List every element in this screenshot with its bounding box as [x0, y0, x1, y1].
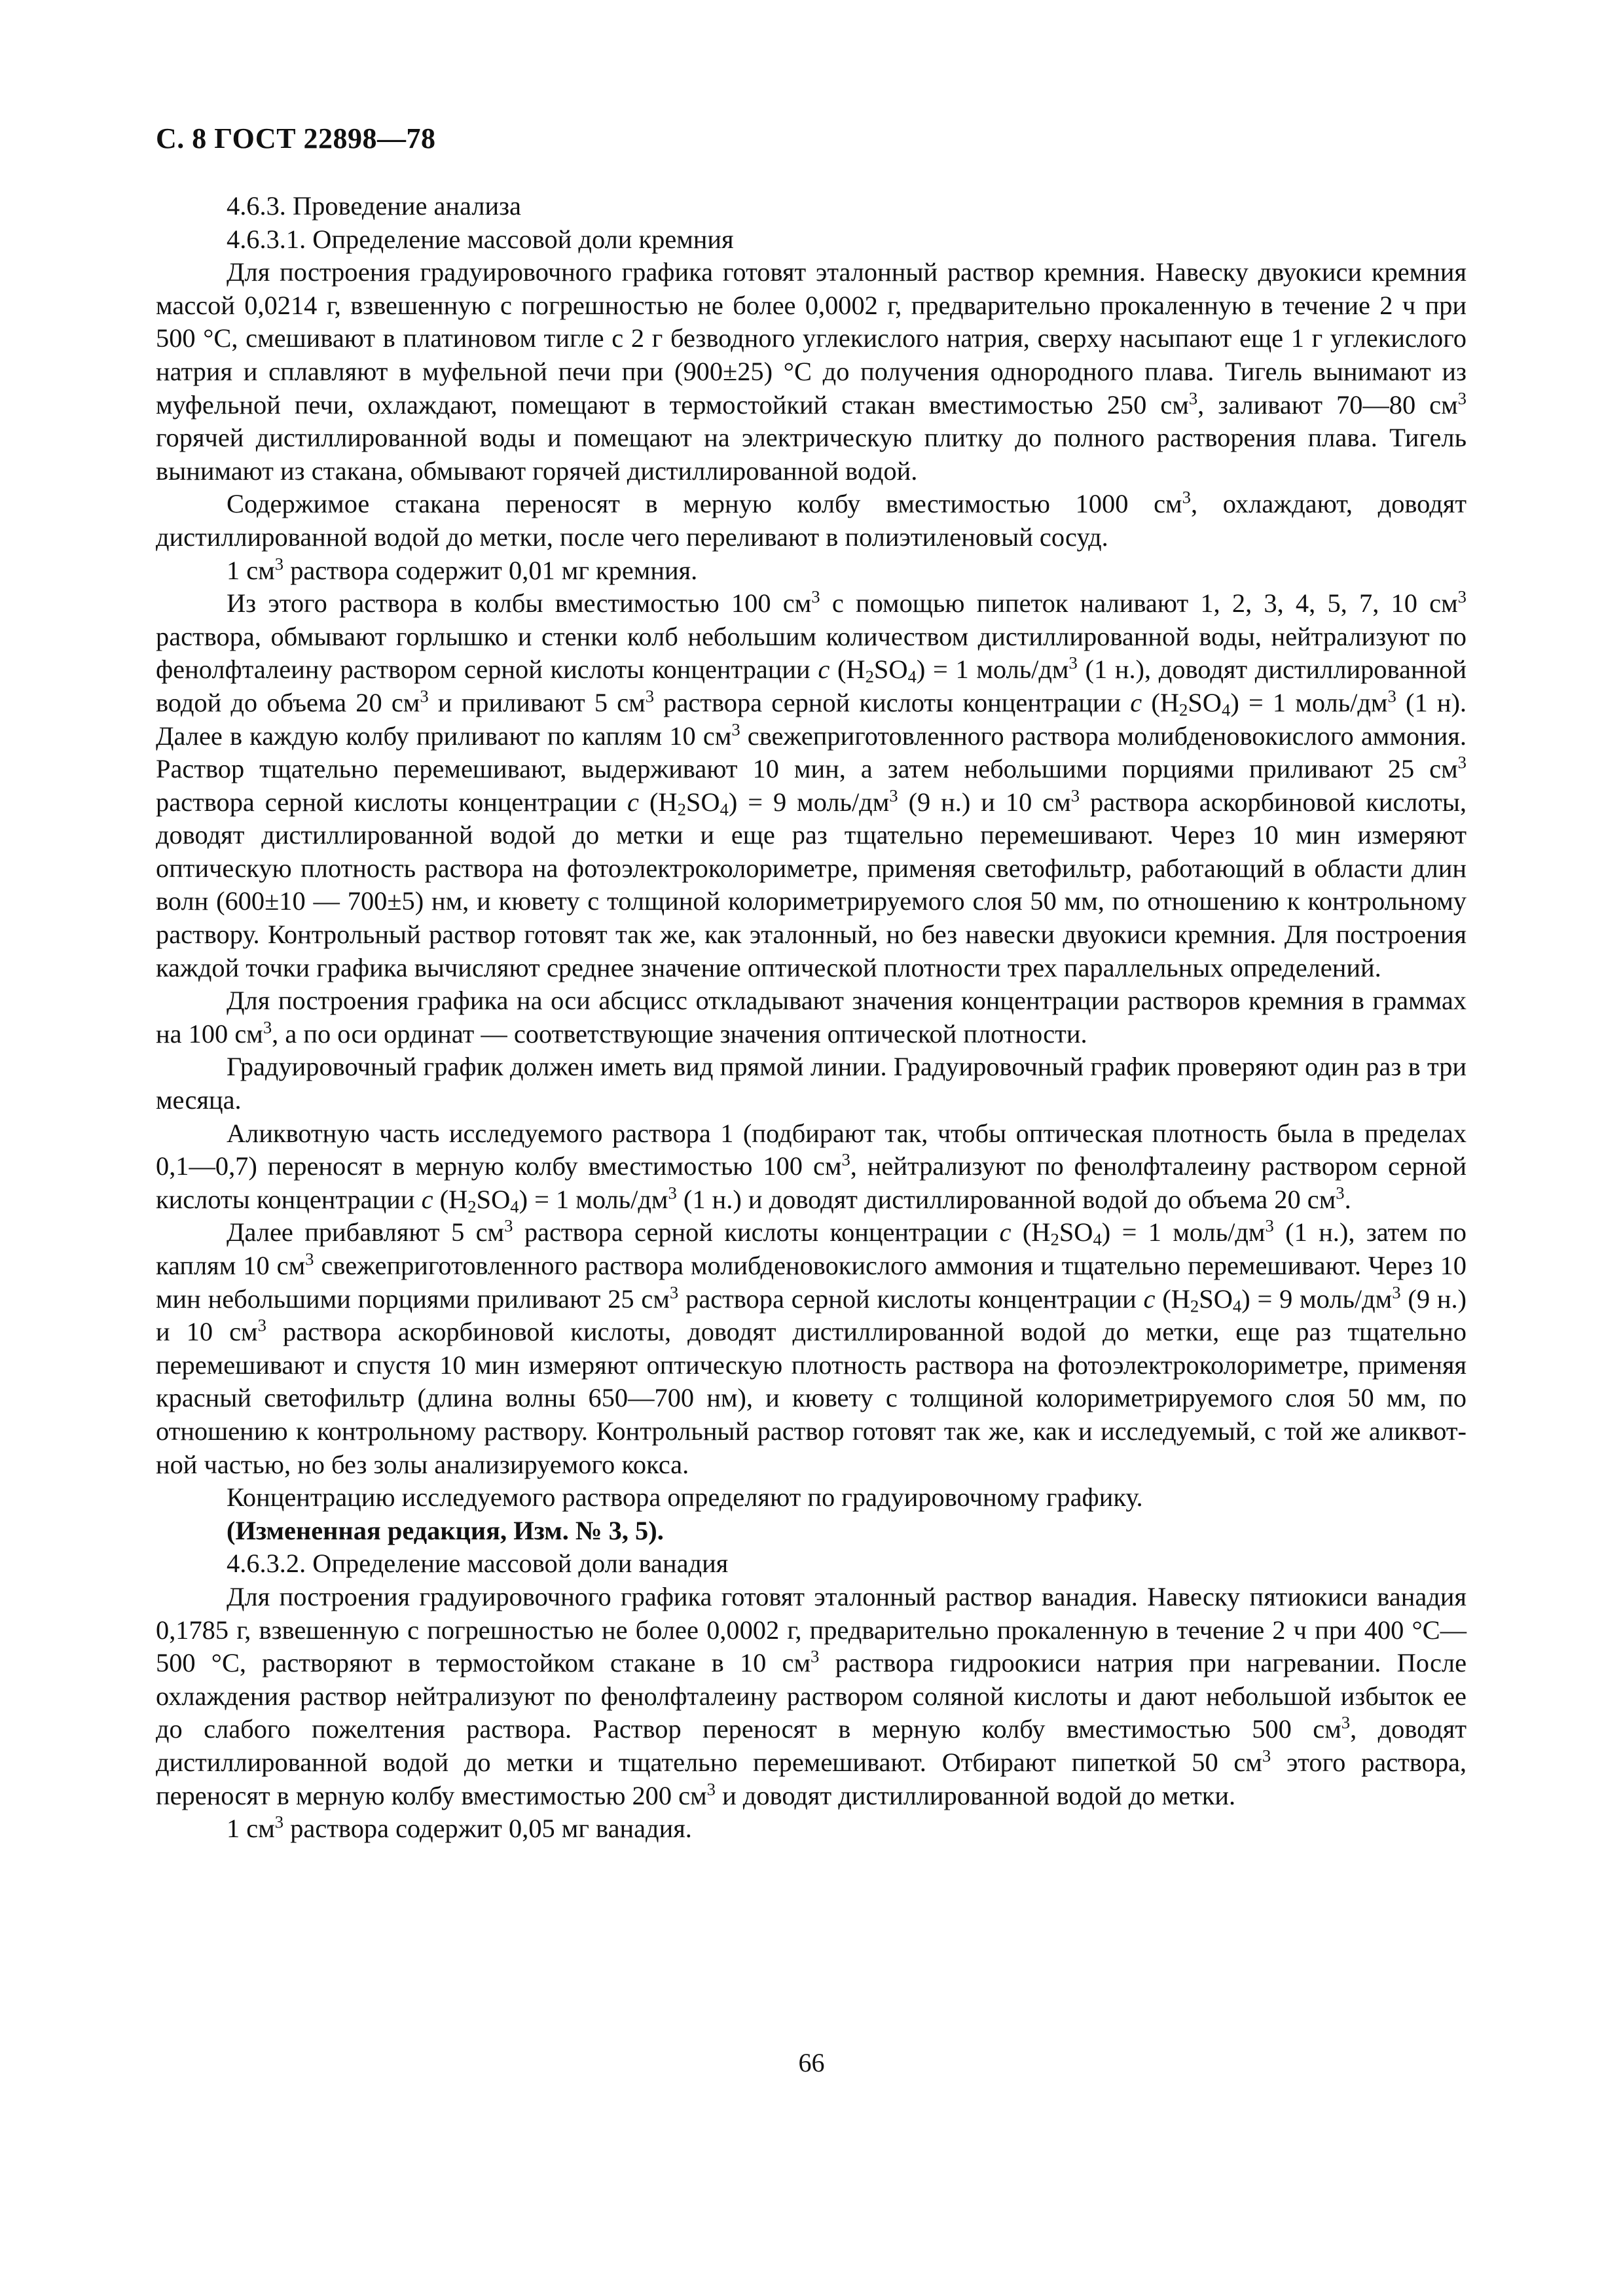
paragraph: 4.6.3. Проведение анализа: [227, 191, 521, 221]
page-header: С. 8 ГОСТ 22898—78: [156, 122, 436, 154]
paragraph: Для построения градуировочного графика готовят эталонный раствор кремния. Навеску двуокиси кремния массой 0,0214 г, взвешенную с погрешностью не более 0,0002 г, предварительно прокаленную в течение 2 ч при 500 °С, смешивают в платиновом тигле с 2 г безводного углекислого натрия, сверху насыпают еще 1 г углекислого натрия и сплавляют в муфельной печи при (900±25) °С до получения однородного плава. Тигель вынимают из муфельной печи, охлаждают, помещают в термостойкий стакан вместимостью 250 $см^3$, заливают 70—80 $см^3$ горячей дистиллированной воды и помещают на электрическую плитку до полного растворения плава. Тигель вынимают из стакана, обмывают горячей дистиллированной водой.: [156, 257, 1467, 486]
paragraph: Для построения графика на оси абсцисс откладывают значения концентрации растворов кремния в граммах на 100 $см^3$, а по оси ординат — соответствующие значения оптической плотности.: [156, 986, 1467, 1049]
paragraph: Концентрацию исследуемого раствора определяют по градуировочному графику.: [227, 1482, 1143, 1513]
paragraph: Аликвотную часть исследуемого раствора 1 (подбирают так, чтобы оптическая плотность была в пределах 0,1—0,7) переносят в мерную колбу вместимостью 100 $см^3$, нейтрализуют по фенолфталеину раствором серной кислоты концентрации с $(H_2SO_4) = 1$ моль/$дм^3$ (1 н.) и доводят дистиллированной водой до объема 20 $см^3$.: [156, 1118, 1467, 1217]
paragraph: Для построения градуировочного графика готовят эталонный раствор ванадия. Навеску пятиокиси ванадия 0,1785 г, взвешенную с погрешностью не более 0,0002 г, предварительно прокаленную в течение 2 ч при 400 °С—500 °С, растворяют в термостойком стакане в 10 $см^3$ раствора гидроокиси натрия при нагревании. После охлаждения раствор нейтрализуют по фенолфталеину раствором соляной кислоты и дают небольшой избыток ее до слабого пожелтения раствора. Раствор переносят в мерную колбу вместимостью 500 $см^3$, доводят дистиллированной водой до метки и тщательно перемешивают. Отбирают пипеткой 50 $см^3$ этого раствора, переносят в мерную колбу вместимостью 200 $см^3$ и доводят дистиллированной водой до метки.: [156, 1581, 1467, 1810]
paragraph: Градуировочный график должен иметь вид прямой линии. Градуировочный график проверяют один раз в три месяца.: [156, 1052, 1467, 1115]
paragraph: 4.6.3.2. Определение массовой доли ванадия: [227, 1549, 729, 1579]
paragraph: 1 $см^3$ раствора содержит 0,05 мг ванадия.: [227, 1812, 692, 1844]
paragraph: Из этого раствора в колбы вместимостью 100 $см^3$ с помощью пипеток наливают 1, 2, 3, 4, 5, 7, 10 $см^3$ раствора, обмывают горлышко и стенки колб небольшим количеством дистиллированной воды, нейтрализуют по фенолфталеину раствором серной кислоты концентрации с $(H_2SO_4) = 1$ моль/$дм^3$ (1 н.), доводят дистиллированной водой до объема 20 $см^3$ и приливают 5 $см^3$ раствора серной кислоты концентрации с $(H_2SO_4) = 1$ моль/$дм^3$ (1 н). Далее в каждую колбу приливают по каплям 10 $см^3$ свежеприготовленного раствора молибденовокислого аммония. Раствор тщательно перемешивают, выдерживают 10 мин, а затем небольшими порциями приливают 25 $см^3$ раствора серной кислоты концентрации с $(H_2SO_4) = 9$ моль/$дм^3$ (9 н.) и 10 $см^3$ раствора аскорбиновой кислоты, доводят дистиллированной водой до метки и еще раз тщательно перемешивают. Через 10 мин измеряют оптическую плотность раствора на фотоэлектроколориметре, применяя светофильтр, работающий в области длин волн (600±10 — 700±5) нм, и кювету с толщиной колориметрируемого слоя 50 мм, по отношению к контрольному раствору. Контрольный раствор готовят так же, как эталонный, но без навески двуокиси кремния. Для построения каждой точки графика вычисляют среднее значение оптической плотности трех параллельных определений.: [156, 586, 1467, 982]
paragraph: 4.6.3.1. Определение массовой доли кремния: [227, 224, 734, 254]
paragraph: Содержимое стакана переносят в мерную колбу вместимостью 1000 $см^3$, охлаждают, доводят дистиллированной водой до метки, после чего переливают в полиэтиленовый сосуд.: [156, 487, 1467, 552]
paragraph: Далее прибавляют 5 $см^3$ раствора серной кислоты концентрации с $(H_2SO_4) = 1$ моль/$дм^3$ (1 н.), затем по каплям 10 $см^3$ свежеприготовленного раствора молибденовокислого аммония и тщательно перемешивают. Через 10 мин небольшими порциями приливают 25 $см^3$ раствора серной кислоты концентрации с $(H_2SO_4) = 9$ моль/$дм^3$ (9 н.) и 10 $см^3$ раствора аскорбиновой кислоты, доводят дистиллированной водой до метки, еще раз тщательно перемешивают и спустя 10 мин измеряют оптическую плотность раствора на фотоэлектроколориметре, применяя красный светофильтр (длина волны 650—700 нм), и кювету с толщиной колориметрируемого слоя 50 мм, по отношению к контрольному раствору. Контрольный раствор готовят так же, как и исследуемый, с той же аликвотной частью, но без золы анализируемого кокса.: [156, 1215, 1467, 1479]
paragraph: (Измененная редакция, Изм. № 3, 5).: [227, 1515, 664, 1545]
page-number: 66: [798, 2048, 825, 2077]
paragraph: 1 $см^3$ раствора содержит 0,01 мг кремния.: [227, 553, 698, 585]
document-body: [156, 190, 1467, 1846]
